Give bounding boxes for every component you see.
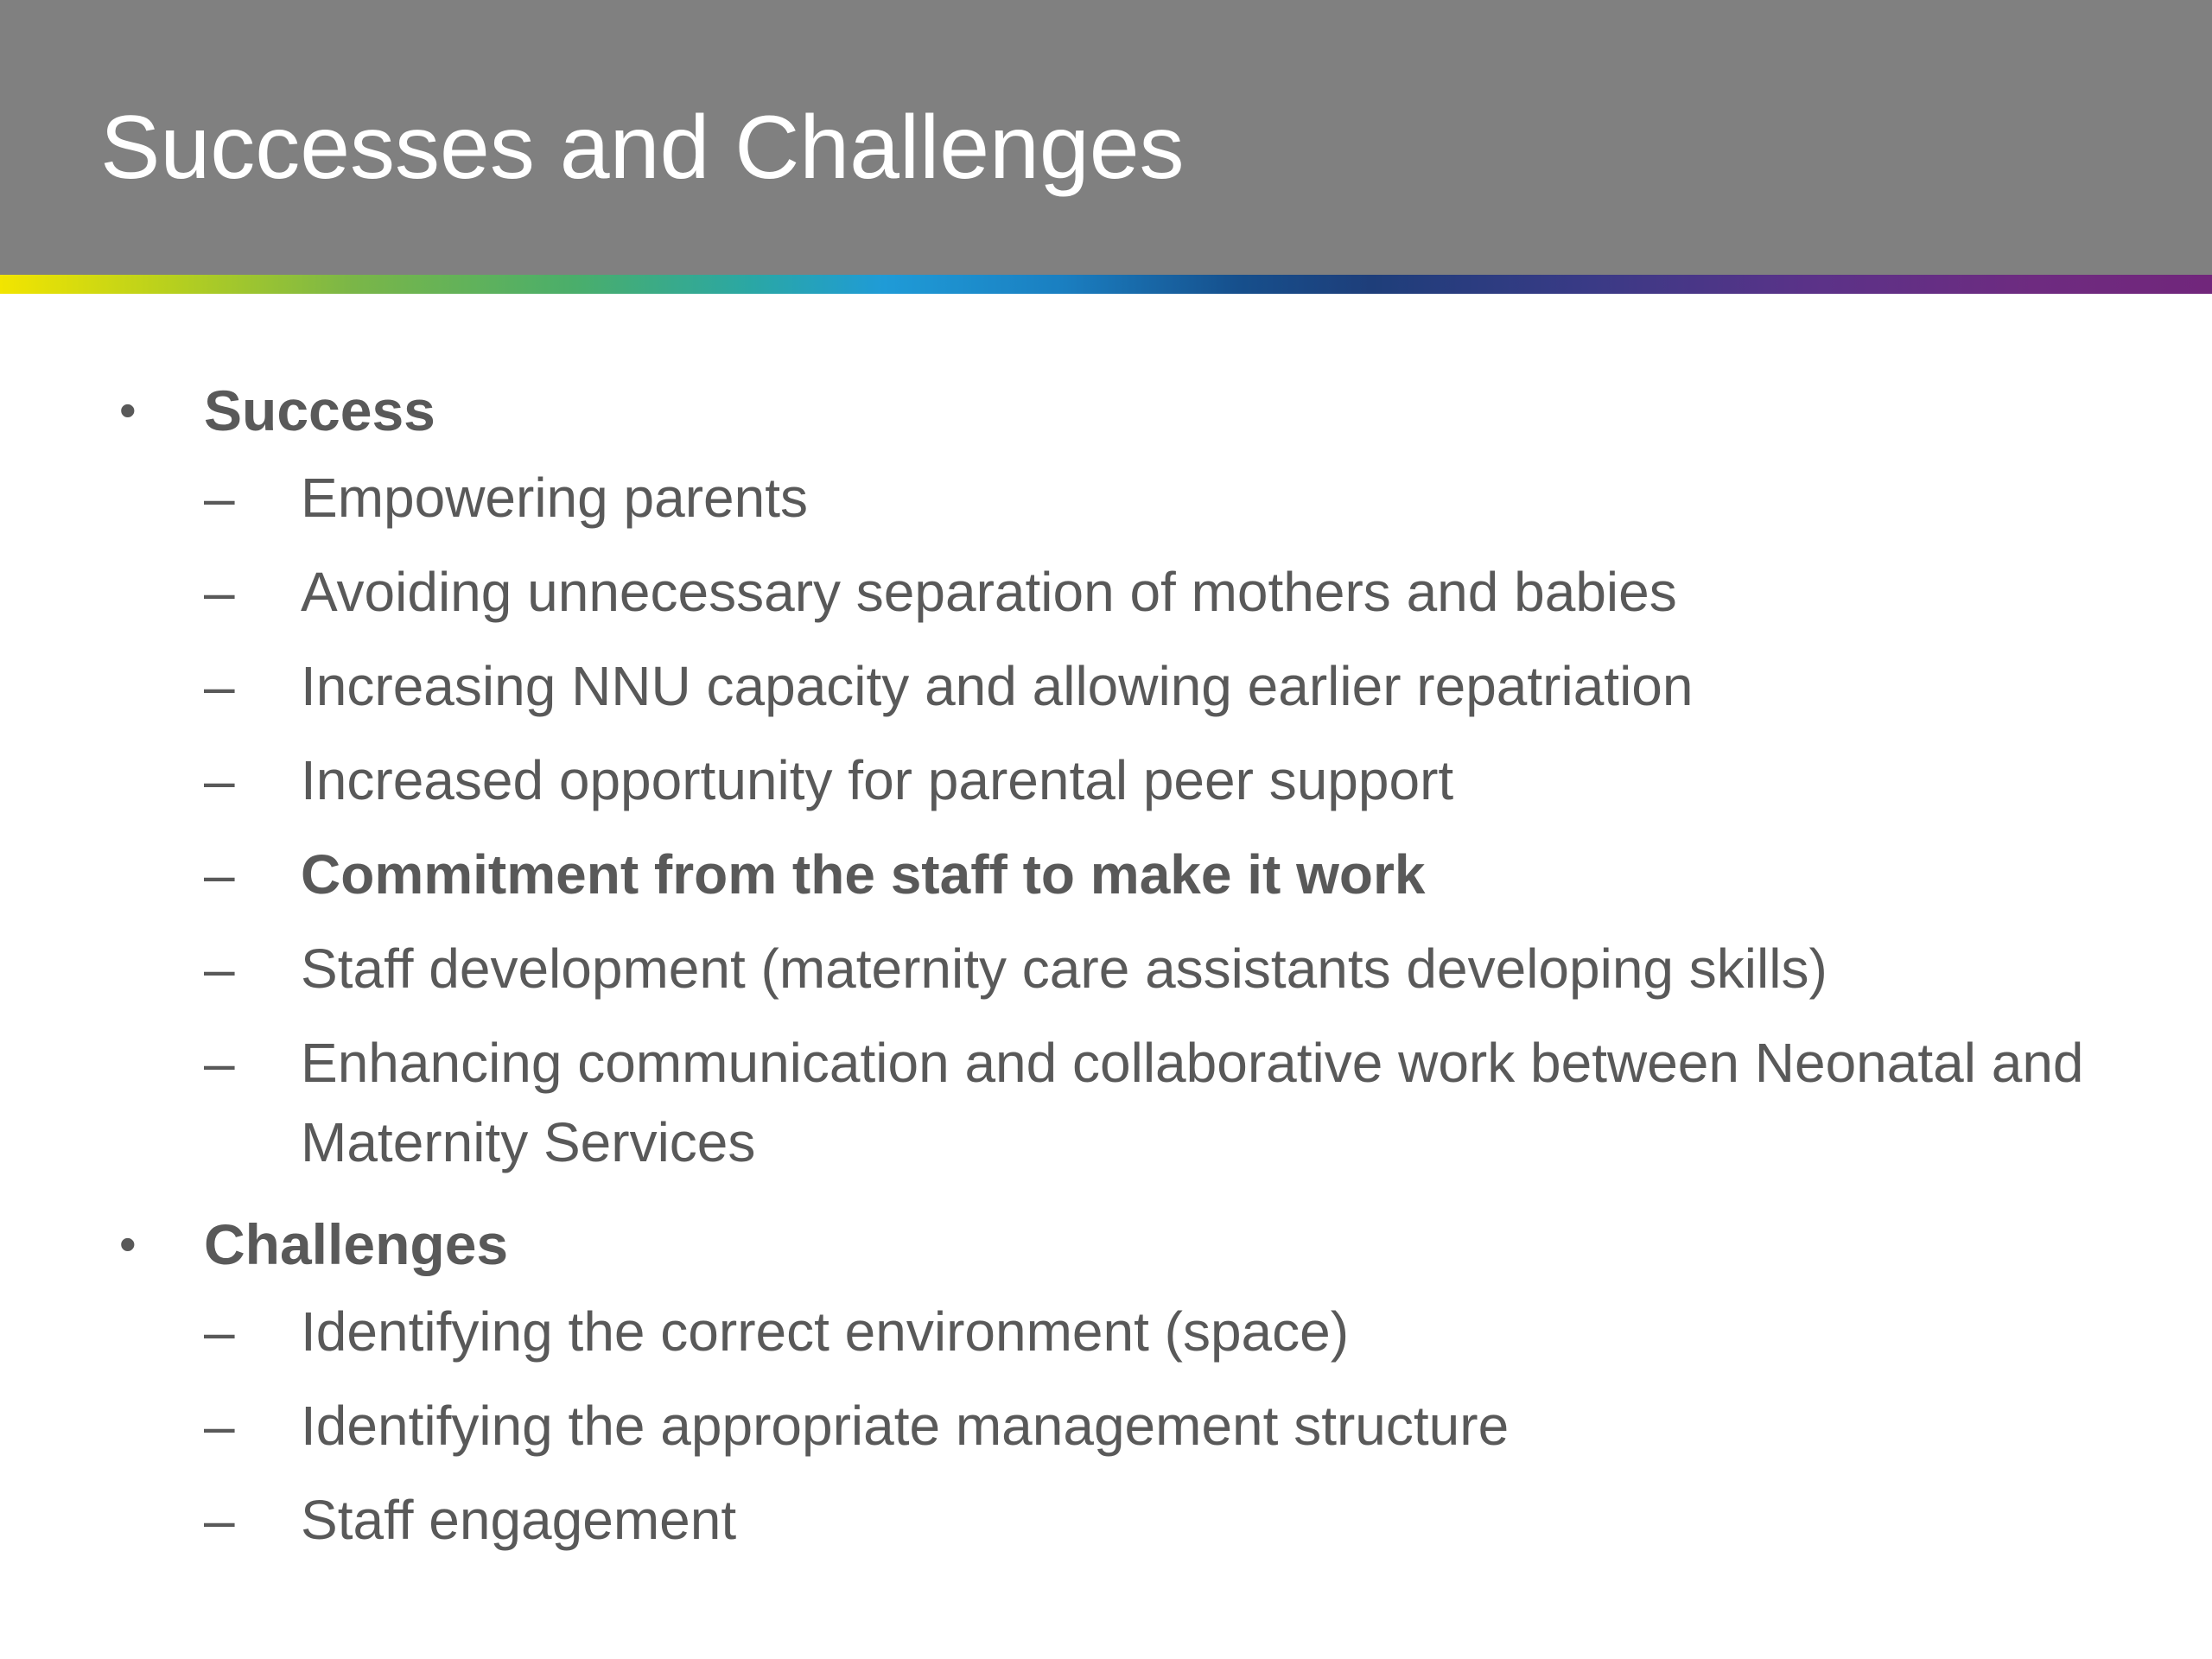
section-heading: Success xyxy=(204,378,435,442)
dash-icon: – xyxy=(204,1300,235,1363)
slide-title: Successes and Challenges xyxy=(100,98,1185,198)
list-item-text: Increasing NNU capacity and allowing earlier repatriation xyxy=(301,655,1694,717)
success-items xyxy=(204,458,2117,1182)
list-item-text: Enhancing communication and collaborative work between Neonatal and Maternity Services xyxy=(301,1032,2084,1173)
dash-icon: – xyxy=(204,843,235,906)
list-item-text: Identifying the correct environment (space) xyxy=(301,1300,1350,1363)
list-item xyxy=(204,1386,2098,1465)
bullet-icon: • xyxy=(119,383,137,437)
section-success xyxy=(112,363,2117,1182)
list-item-text: Staff engagement xyxy=(301,1489,737,1551)
section-challenges xyxy=(112,1197,2117,1560)
list-item xyxy=(204,458,2098,537)
dash-icon: – xyxy=(204,1489,235,1551)
list-item-text: Avoiding unnecessary separation of mothers and babies xyxy=(301,561,1677,623)
list-item-text: Empowering parents xyxy=(301,467,808,529)
list-item-text: Increased opportunity for parental peer support xyxy=(301,749,1454,811)
dash-icon: – xyxy=(204,467,235,529)
title-banner xyxy=(0,0,2212,275)
list-item-text: Identifying the appropriate management structure xyxy=(301,1395,1510,1457)
dash-icon: – xyxy=(204,938,235,1000)
bullet-icon: • xyxy=(119,1217,137,1271)
list-item xyxy=(204,552,2098,632)
dash-icon: – xyxy=(204,749,235,811)
section-heading: Challenges xyxy=(204,1212,509,1276)
list-item xyxy=(204,929,2098,1008)
dash-icon: – xyxy=(204,1395,235,1457)
list-item xyxy=(204,646,2098,726)
list-item xyxy=(204,1292,2098,1371)
list-item xyxy=(204,1023,2098,1182)
list-item-text: Commitment from the staff to make it work xyxy=(301,843,1426,906)
list-item xyxy=(204,1480,2098,1560)
section-list xyxy=(112,363,2117,1560)
list-item xyxy=(204,741,2098,820)
list-item-emphasized xyxy=(204,835,2098,914)
gradient-divider xyxy=(0,275,2212,294)
list-item-text: Staff development (maternity care assistants developing skills) xyxy=(301,938,1827,1000)
challenges-items xyxy=(204,1292,2117,1560)
dash-icon: – xyxy=(204,1032,235,1094)
dash-icon: – xyxy=(204,655,235,717)
slide-body xyxy=(112,363,2117,1574)
dash-icon: – xyxy=(204,561,235,623)
